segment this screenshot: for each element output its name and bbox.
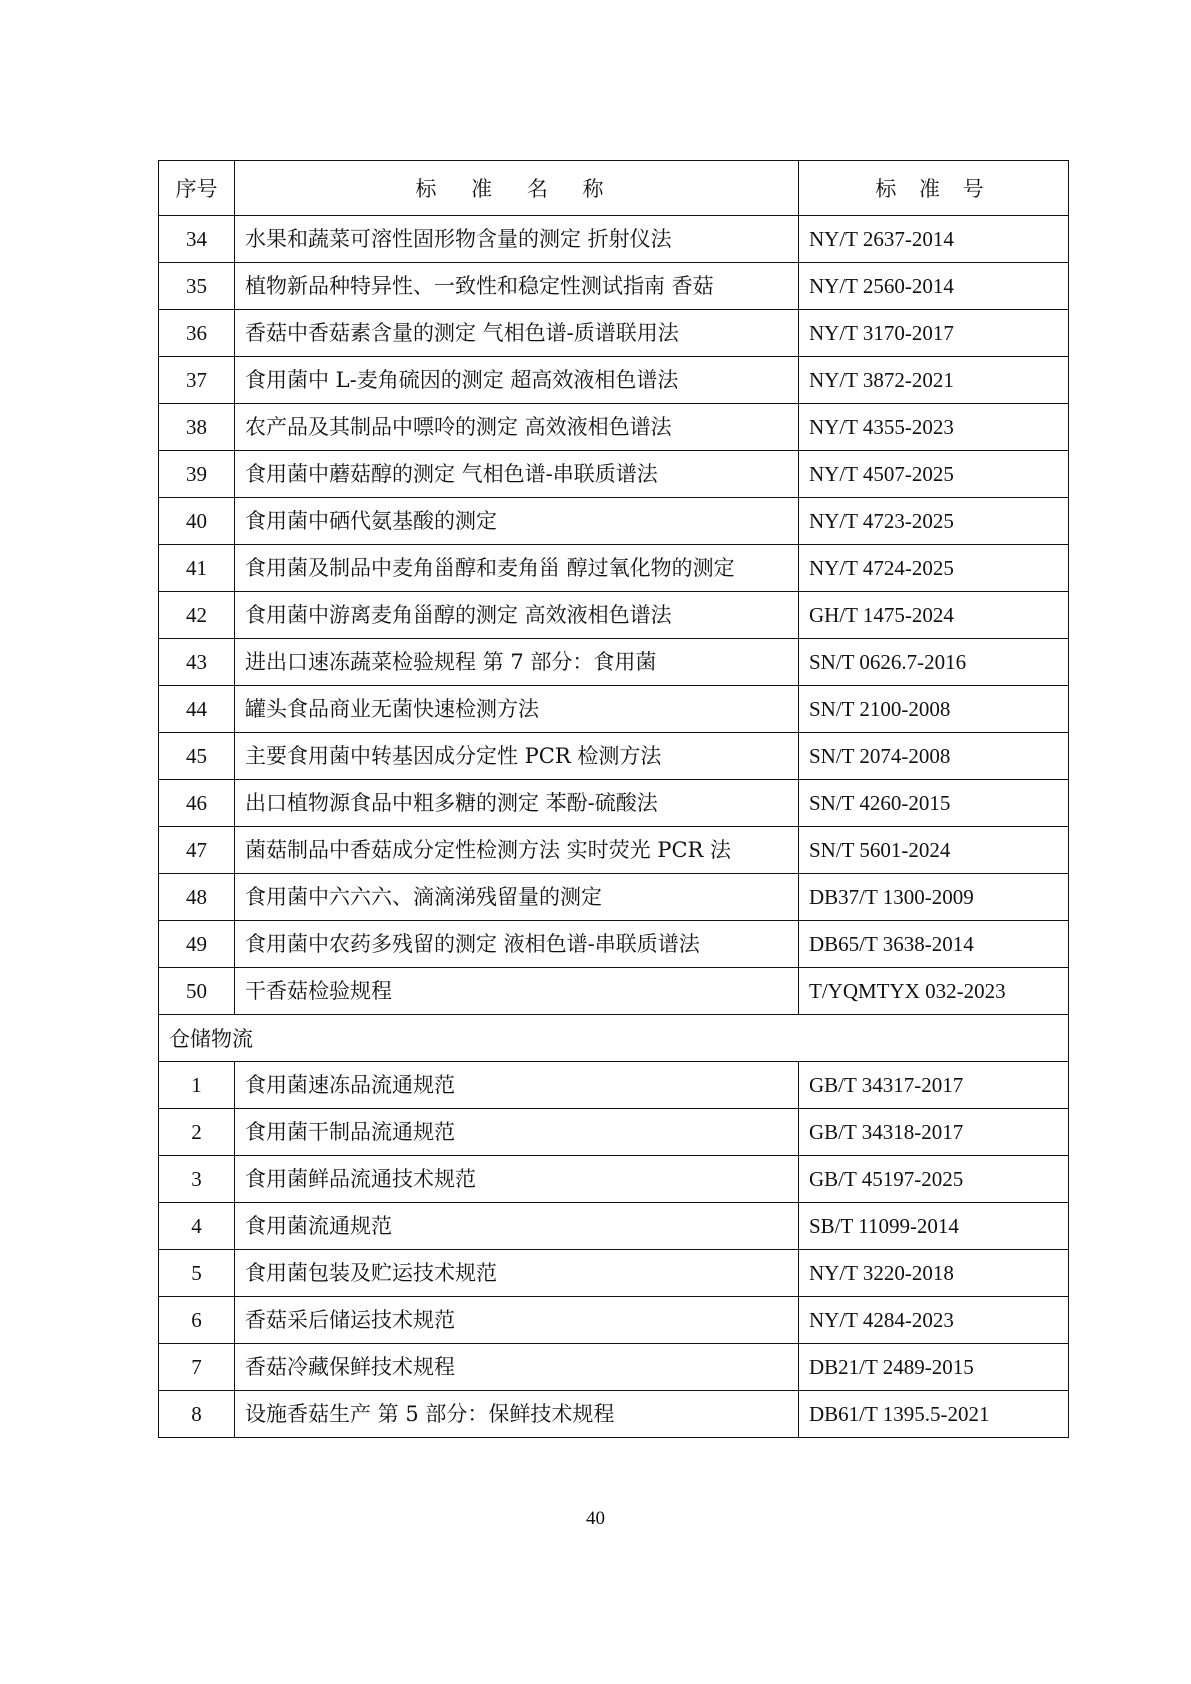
- standard-code: SB/T 11099-2014: [799, 1203, 1069, 1250]
- standard-name: 罐头食品商业无菌快速检测方法: [235, 686, 799, 733]
- table-row: [159, 498, 1069, 545]
- header-name: 标 准 名 称: [235, 161, 799, 216]
- row-index: 3: [159, 1156, 235, 1203]
- row-index: 46: [159, 780, 235, 827]
- standard-name: 食用菌鲜品流通技术规范: [235, 1156, 799, 1203]
- standard-code: DB61/T 1395.5-2021: [799, 1391, 1069, 1438]
- standard-name: 进出口速冻蔬菜检验规程 第 7 部分：食用菌: [235, 639, 799, 686]
- standard-name: 食用菌中游离麦角甾醇的测定 高效液相色谱法: [235, 592, 799, 639]
- table-row: [159, 545, 1069, 592]
- table-row: [159, 263, 1069, 310]
- row-index: 37: [159, 357, 235, 404]
- standard-name: 香菇中香菇素含量的测定 气相色谱-质谱联用法: [235, 310, 799, 357]
- standard-code: NY/T 3170-2017: [799, 310, 1069, 357]
- standard-name: 干香菇检验规程: [235, 968, 799, 1015]
- table-row: [159, 1250, 1069, 1297]
- table-row: [159, 780, 1069, 827]
- table-row: [159, 686, 1069, 733]
- standard-code: NY/T 3872-2021: [799, 357, 1069, 404]
- table-row: [159, 1297, 1069, 1344]
- standard-name: 食用菌包装及贮运技术规范: [235, 1250, 799, 1297]
- table-row: [159, 827, 1069, 874]
- standard-code: SN/T 2074-2008: [799, 733, 1069, 780]
- row-index: 8: [159, 1391, 235, 1438]
- table-row: [159, 451, 1069, 498]
- standard-name: 食用菌流通规范: [235, 1203, 799, 1250]
- table-row: [159, 216, 1069, 263]
- row-index: 4: [159, 1203, 235, 1250]
- row-index: 41: [159, 545, 235, 592]
- standard-code: GH/T 1475-2024: [799, 592, 1069, 639]
- standard-code: SN/T 5601-2024: [799, 827, 1069, 874]
- standard-name: 菌菇制品中香菇成分定性检测方法 实时荧光 PCR 法: [235, 827, 799, 874]
- row-index: 40: [159, 498, 235, 545]
- row-index: 36: [159, 310, 235, 357]
- standard-name: 香菇采后储运技术规范: [235, 1297, 799, 1344]
- row-index: 42: [159, 592, 235, 639]
- table-row: [159, 733, 1069, 780]
- table-row: [159, 1156, 1069, 1203]
- table-row: [159, 639, 1069, 686]
- row-index: 35: [159, 263, 235, 310]
- standard-code: T/YQMTYX 032-2023: [799, 968, 1069, 1015]
- table-row: [159, 1344, 1069, 1391]
- standard-code: NY/T 3220-2018: [799, 1250, 1069, 1297]
- row-index: 50: [159, 968, 235, 1015]
- standard-name: 食用菌速冻品流通规范: [235, 1062, 799, 1109]
- standard-code: NY/T 4724-2025: [799, 545, 1069, 592]
- row-index: 43: [159, 639, 235, 686]
- table-row: [159, 357, 1069, 404]
- row-index: 6: [159, 1297, 235, 1344]
- standard-code: NY/T 4284-2023: [799, 1297, 1069, 1344]
- standard-code: DB65/T 3638-2014: [799, 921, 1069, 968]
- standard-code: NY/T 2637-2014: [799, 216, 1069, 263]
- page-number: 40: [586, 1508, 605, 1529]
- row-index: 34: [159, 216, 235, 263]
- standard-code: SN/T 0626.7-2016: [799, 639, 1069, 686]
- row-index: 48: [159, 874, 235, 921]
- standard-code: NY/T 4723-2025: [799, 498, 1069, 545]
- standard-name: 食用菌中蘑菇醇的测定 气相色谱-串联质谱法: [235, 451, 799, 498]
- row-index: 49: [159, 921, 235, 968]
- standard-code: NY/T 4355-2023: [799, 404, 1069, 451]
- table-header-row: [159, 161, 1069, 216]
- standard-name: 农产品及其制品中嘌呤的测定 高效液相色谱法: [235, 404, 799, 451]
- row-index: 2: [159, 1109, 235, 1156]
- row-index: 38: [159, 404, 235, 451]
- standard-name: 设施香菇生产 第 5 部分：保鲜技术规程: [235, 1391, 799, 1438]
- standard-name: 食用菌及制品中麦角甾醇和麦角甾 醇过氧化物的测定: [235, 545, 799, 592]
- standard-name: 出口植物源食品中粗多糖的测定 苯酚-硫酸法: [235, 780, 799, 827]
- standards-table: [158, 160, 1069, 1438]
- row-index: 45: [159, 733, 235, 780]
- row-index: 47: [159, 827, 235, 874]
- standard-name: 香菇冷藏保鲜技术规程: [235, 1344, 799, 1391]
- standard-code: SN/T 4260-2015: [799, 780, 1069, 827]
- table-row: [159, 1391, 1069, 1438]
- section-row: [159, 1015, 1069, 1062]
- standard-code: NY/T 4507-2025: [799, 451, 1069, 498]
- header-index: 序号: [159, 161, 235, 216]
- standard-name: 植物新品种特异性、一致性和稳定性测试指南 香菇: [235, 263, 799, 310]
- standard-name: 食用菌干制品流通规范: [235, 1109, 799, 1156]
- header-code: 标 准 号: [799, 161, 1069, 216]
- table-row: [159, 1203, 1069, 1250]
- table-row: [159, 921, 1069, 968]
- table-row: [159, 310, 1069, 357]
- standard-name: 主要食用菌中转基因成分定性 PCR 检测方法: [235, 733, 799, 780]
- standard-code: DB37/T 1300-2009: [799, 874, 1069, 921]
- standard-name: 食用菌中 L-麦角硫因的测定 超高效液相色谱法: [235, 357, 799, 404]
- row-index: 44: [159, 686, 235, 733]
- row-index: 1: [159, 1062, 235, 1109]
- table-row: [159, 874, 1069, 921]
- standard-code: DB21/T 2489-2015: [799, 1344, 1069, 1391]
- table-row: [159, 968, 1069, 1015]
- table-row: [159, 404, 1069, 451]
- standard-code: GB/T 34317-2017: [799, 1062, 1069, 1109]
- standard-name: 水果和蔬菜可溶性固形物含量的测定 折射仪法: [235, 216, 799, 263]
- standard-code: NY/T 2560-2014: [799, 263, 1069, 310]
- table-row: [159, 1062, 1069, 1109]
- row-index: 7: [159, 1344, 235, 1391]
- row-index: 39: [159, 451, 235, 498]
- table-row: [159, 592, 1069, 639]
- standard-name: 食用菌中硒代氨基酸的测定: [235, 498, 799, 545]
- standard-name: 食用菌中六六六、滴滴涕残留量的测定: [235, 874, 799, 921]
- row-index: 5: [159, 1250, 235, 1297]
- section-title: 仓储物流: [159, 1015, 1069, 1062]
- standard-code: GB/T 34318-2017: [799, 1109, 1069, 1156]
- standard-name: 食用菌中农药多残留的测定 液相色谱-串联质谱法: [235, 921, 799, 968]
- standard-code: GB/T 45197-2025: [799, 1156, 1069, 1203]
- table-row: [159, 1109, 1069, 1156]
- standard-code: SN/T 2100-2008: [799, 686, 1069, 733]
